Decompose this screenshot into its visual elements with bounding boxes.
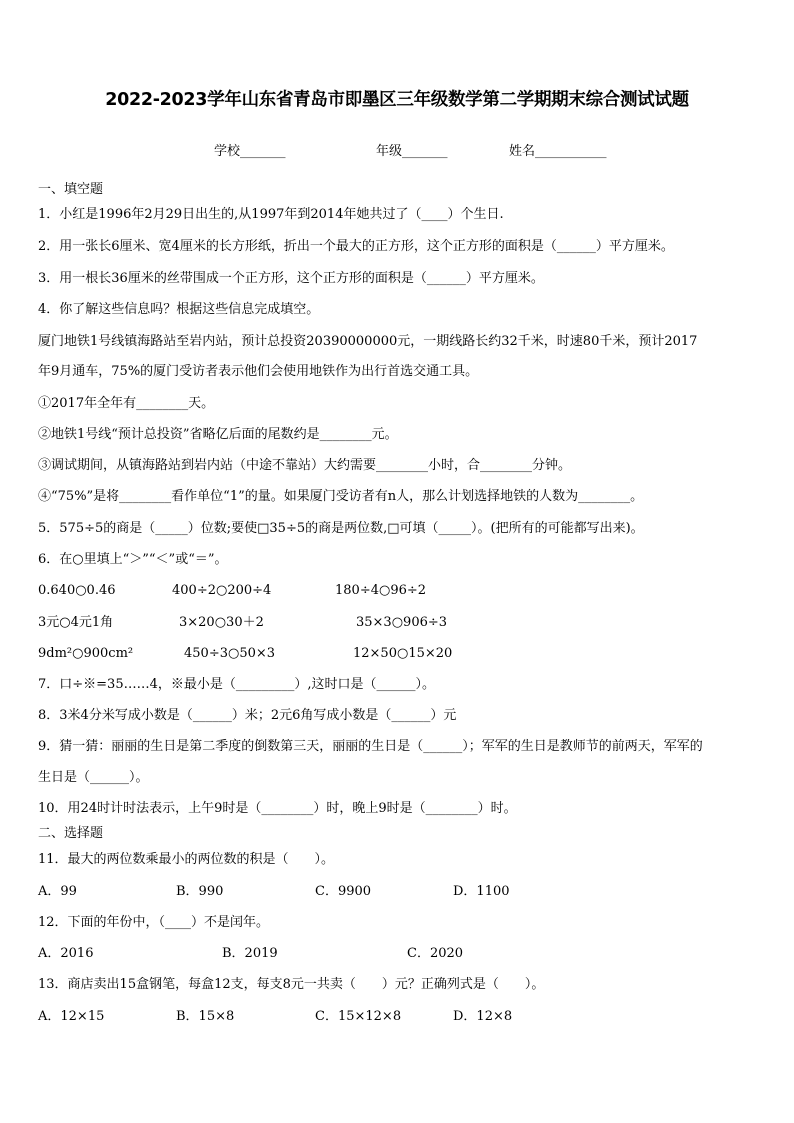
question-4-sub-2: ②地铁1号线“预计总投资”省略亿后面的尾数约是________元。 [38,427,398,442]
question-9-line-1: 9．猜一猜：丽丽的生日是第二季度的倒数第三天，丽丽的生日是（______）；军军的生日是教师节的前两天，军军的 [38,739,703,754]
compare-cell: 0.640○0.46 [38,583,116,598]
section-heading-choice: 二、选择题 [38,826,104,841]
question-3: 3．用一根长36厘米的丝带围成一个正方形，这个正方形的面积是（______）平方厘米。 [38,271,544,286]
question-8: 8．3米4分米写成小数是（______）米；2元6角写成小数是（______）元 [38,708,457,723]
question-12: 12．下面的年份中，（____）不是闰年。 [38,915,270,930]
compare-cell: 9dm²○900cm² [38,646,134,661]
question-4: 4．你了解这些信息吗？根据这些信息完成填空。 [38,302,320,317]
name-field: 姓名___________ [509,144,607,159]
compare-cell: 35×3○906÷3 [356,615,448,630]
compare-cell: 400÷2○200÷4 [172,583,272,598]
question-4-paragraph-line-1: 厦门地铁1号线镇海路站至岩内站，预计总投资20390000000元，一期线路长约32千米，时速80千米，预计2017 [38,334,698,349]
school-field: 学校_______ [214,144,286,159]
option-b: B．15×8 [176,1009,235,1024]
option-c: C．15×12×8 [315,1009,402,1024]
option-c: C．9900 [315,884,372,899]
compare-cell: 3元○4元1角 [38,615,114,630]
question-10: 10．用24时计时法表示，上午9时是（________）时，晚上9时是（________）时。 [38,801,517,816]
option-a: A．12×15 [38,1009,105,1024]
question-6: 6．在○里填上“＞”“＜”或“＝”。 [38,552,228,567]
question-4-sub-4: ④“75%”是将________看作单位“1”的量。如果厦门受访者有n人，那么计划选择地铁的人数为________。 [38,489,644,504]
compare-cell: 3×20○30＋2 [179,615,264,630]
page-title: 2022-2023学年山东省青岛市即墨区三年级数学第二学期期末综合测试试题 [105,90,689,110]
compare-cell: 450÷3○50×3 [184,646,276,661]
question-11: 11．最大的两位数乘最小的两位数的积是（ ）。 [38,852,335,867]
option-d: D．1100 [453,884,510,899]
option-a: A．99 [38,884,77,899]
option-b: B．990 [176,884,224,899]
question-9-line-2: 生日是（______）。 [38,770,149,785]
grade-field: 年级_______ [376,144,448,159]
question-4-sub-1: ①2017年全年有________天。 [38,396,215,411]
question-5: 5．575÷5的商是（_____）位数;要使□35÷5的商是两位数,□可填（_____）。(把所有的可能都写出来)。 [38,521,644,536]
compare-cell: 12×50○15×20 [353,646,453,661]
question-1: 1．小红是1996年2月29日出生的,从1997年到2014年她共过了（____）个生日. [38,207,504,222]
compare-cell: 180÷4○96÷2 [335,583,427,598]
option-c: C．2020 [407,946,464,961]
question-4-sub-3: ③调试期间，从镇海路站到岩内站（中途不靠站）大约需要________小时，合________分钟。 [38,458,572,473]
section-heading-fill: 一、填空题 [38,182,104,197]
question-7: 7．口÷※=35……4，※最小是（_________）,这时口是（______）。 [38,677,436,692]
option-b: B．2019 [222,946,278,961]
option-d: D．12×8 [453,1009,513,1024]
question-13: 13．商店卖出15盒钢笔，每盒12支，每支8元一共卖（ ）元？正确列式是（ ）。 [38,977,545,992]
question-4-paragraph-line-2: 年9月通车，75%的厦门受访者表示他们会使用地铁作为出行首选交通工具。 [38,364,479,379]
question-2: 2．用一张长6厘米、宽4厘米的长方形纸，折出一个最大的正方形，这个正方形的面积是（______）平方厘米。 [38,239,674,254]
option-a: A．2016 [38,946,94,961]
